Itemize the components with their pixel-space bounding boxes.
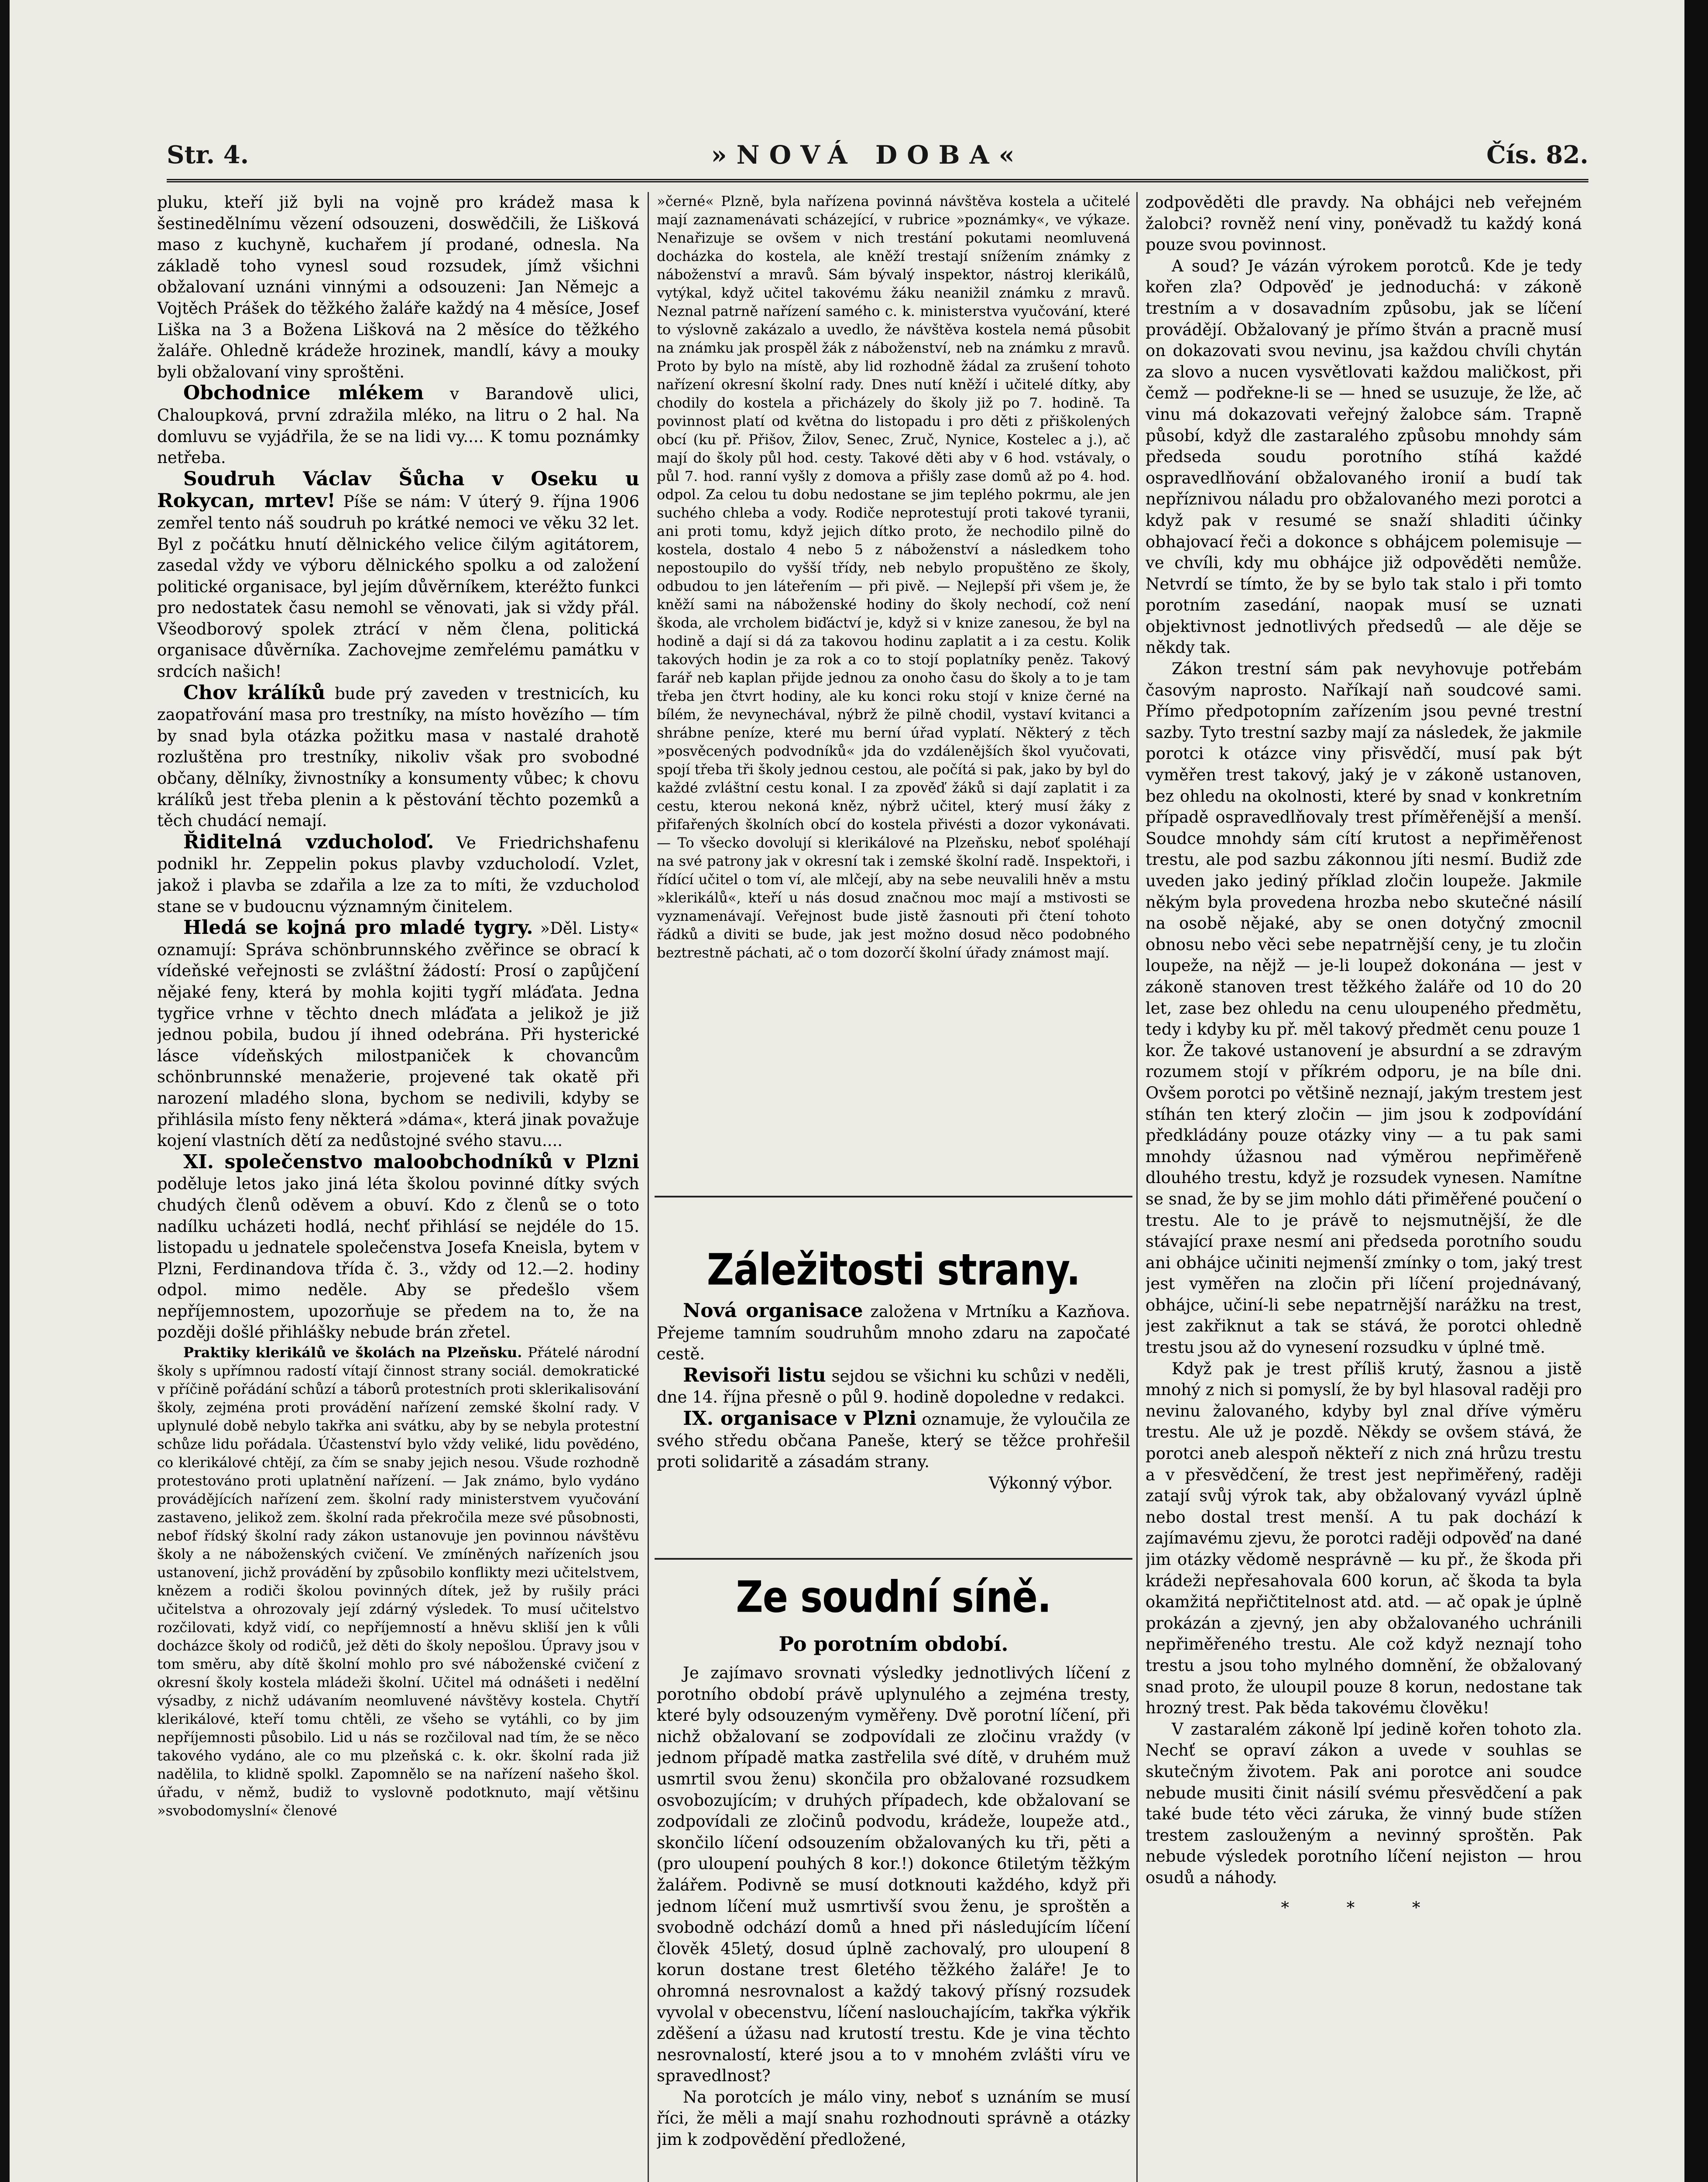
section-divider: [655, 1558, 1132, 1560]
section-divider: [655, 1196, 1132, 1197]
article-paragraph: Na porotcích je málo viny, neboť s uznáním se musí říci, že měli a mají snahu rozhodnouti správně a otázky jim k zodpovědění předložené,: [657, 2087, 1130, 2149]
column-2: [657, 192, 1130, 1183]
news-item: Řiditelná vzducholoď. Ve Friedrichshafenu podnikl hr. Zeppelin pokus plavby vzducholodí. Vzlet, jakož i plavba se zdařila a lze za to míti, že vzducholoď stane se v budoucnu významným činitelem.: [157, 830, 639, 916]
column-rule-1: [648, 192, 649, 2182]
column-rule-2: [1136, 192, 1138, 2182]
column-3: [1146, 192, 1582, 2182]
scan-left-edge: [0, 0, 10, 2182]
article-paragraph: zodpověděti dle pravdy. Na obhájci neb veřejném žalobci? rovněž není viny, poněvadž tu každý koná pouze svou povinnost.: [1146, 193, 1582, 254]
section-title-court: Ze soudní síně.: [736, 1572, 1051, 1623]
issue-number: Čís. 82.: [1486, 141, 1588, 169]
signature: Výkonný výbor.: [988, 1473, 1113, 1492]
article-paragraph: Je zajímavo srovnati výsledky jednotlivých líčení z porotního období právě uplynulého a zejména tresty, které byly odsouzeným vyměřeny. Dvě porotní líčení, při nichž obžalovaní se zodpovídali ze zločinu vraždy (v jednom případě matka zastřelila své dítě, v druhém muž usmrtil svou ženu) skončila pro obžalované rozsudkem osvobozujícím; v druhých případech, kde obžalovaní se zodpovídali ze zločinů podvodu, krádeže, loupeže atd., skončilo líčení odsouzením obžalovaných ku tři, pěti a (pro uloupení pouhých 8 kor.!) dokonce 6tiletým těžkým žalářem. Podivně se musí dotknouti každého, když při jednom líčení muž usmrtivší svou ženu, je sproštěn a svobodně odchází domů a hned při následujícím líčení člověk 45letý, dosud úplně zachovalý, pro uloupení 8 korun dostane trest 6letého těžkého žaláře! Je to ohromná nesrovnalost a každý takový přísný rozsudek vyvolal v obecenstvu, líčení naslouchajícím, takřka výkřik zděšení a úžasu nad krutostí trestu. Kde je vina těchto nesrovnalostí, které jsou a to v mnohém zvlášti víru ve spravedlnost?: [657, 1664, 1130, 2086]
page-number: Str. 4.: [167, 141, 249, 169]
party-notices: [657, 1300, 1130, 1545]
notice-item: IX. organisace v Plzni oznamuje, že vyloučila ze svého středu občana Paneše, který se těžce prohřešil proti solidaritě a zásadám strany.: [657, 1407, 1130, 1472]
scan-right-edge: [1684, 0, 1708, 2182]
news-item: Hledá se kojná pro mladé tygry. »Děl. Listy« oznamují: Správa schönbrunnského zvěřince se obrací k vídeňské veřejnosti se zvláštní žádostí: Prosí o zapůjčení nějaké feny, která by mohla kojiti tygří mláďata. Jedna tygřice vrhne v těchto dnech mláďata a jelikož je již jednou pobila, budou jí ihned odebrána. Při hysterické lásce vídeňských milostpaniček k chovancům schönbrunnské menažerie, projevené tak okatě při narození mladého slona, bychom se nedivili, kdyby se přihlásila místo feny některá »dáma«, která jinak považuje kojení vlastních dětí za nedůstojné svého stavu....: [157, 916, 639, 1150]
section-title-party: Záležitosti strany.: [707, 1245, 1080, 1295]
notice-item: Nová organisace založena v Mrtníku a Kazňova. Přejeme tamním soudruhům mnoho zdaru na započaté cestě.: [657, 1300, 1130, 1364]
news-item: Obchodnice mlékem v Barandově ulici, Chaloupková, první zdražila mléko, na litru o 2 hal. Na domluvu se vyjádřila, že se na lidi vy.... K tomu poznámky netřeba.: [157, 382, 639, 467]
news-item: Chov králíků bude prý zaveden v trestnicích, ku zaopatřování masa pro trestníky, na místo hovězího — tím by snad byla otázka požitku masa v nastalé drahotě rozluštěna pro trestníky, nikoliv však pro svobodné občany, dělníky, živnostníky a konsumenty vůbec; k chovu králíků jest třeba plenin a k pěstování těchto pozemků a těch chudácí nemají.: [157, 681, 639, 830]
court-article: [657, 1663, 1130, 2182]
article-paragraph: Když pak je trest příliš krutý, žasnou a jistě mnohý z nich si pomyslí, že by byl hlasoval raději pro nevinu žalovaného, kdyby byl znal dříve výměru trestu. Ale už je pozdě. Někdy se ovšem stává, že porotci aneb alespoň někteří z nich zná hrůzu trestu a v přesvědčení, že trest jest nepřiměřený, raději zatají svůj výrok tak, aby obžalovaný vyvázl úplně nebo dostal trest menší. A tu pak dochází k zajímavému zjevu, že porotci raději odpověď na dané jim otázky vědomě nesprávně — ku př., že škoda při krádeži nepřesahovala 600 korun, ač škoda ta byla okamžitá nepřičtitelnost atd. atd. — ač opak je úplně prokázán a zjevný, jen aby obžalovaného uchránili nepřiměřeného trestu. Ale což když neznají toho trestu a jsou toho mylného domnění, že obžalovaný snad proto, že uloupil pouze 8 korun, nedostane tak hrozný trest. Pak běda takovému člověku!: [1146, 1359, 1582, 1718]
news-item: XI. společenstvo maloobchodníků v Plzni poděluje letos jako jiná léta školou povinné dítky svých chudých členů oděvem a obuví. Kdo z členů se o toto nadílku ucházeti hodlá, nechť přihlásí se nejdéle do 15. listopadu u jednatele společenstva Josefa Kneisla, bytem v Plzni, Ferdinandova třída č. 3., vždy od 12.—2. hodiny odpol. mimo neděle. Aby se předešlo všem nepříjemnostem, upozorňuje se předem na to, že na později došlé přihlášky nebude brán zřetel.: [157, 1150, 639, 1342]
end-stars: * * *: [1281, 1898, 1447, 1917]
article-paragraph: V zastaralém zákoně lpí jedině kořen tohoto zla. Nechť se opraví zákon a uvede v souhlas se skutečným životem. Pak ani porotce ani soudce nebude musiti činit násilí svému přesvědčení a pak také bude této věci záruka, že vinný bude stížen trestem zaslouženým a nevinný sproštěn. Pak nebude výsledek porotního líčení nejiston — hrou osudů a náhody.: [1146, 1719, 1582, 1887]
news-item: Praktiky klerikálů ve školách na Plzeňsku. Přátelé národní školy s upřímnou radostí vítají činnost strany sociál. demokratické v příčině pořádání schůzí a táborů protestních proti sklerikalisování školy, zejména proti provádění nařízení zemské školní rady. V uplynulé době nebylo takřka ani svátku, aby by se nebyla protestní schůze lidu pořádala. Účastenství bylo vždy veliké, lidu povědéno, co klerikálové chtějí, za čím se snaby jejich nesou. Všude rozhodně protestováno proti uplatnění nařízení. — Jak známo, bylo vydáno provádějících nařízení zem. školní rady ministerstvem vyučování zastaveno, jelikož zem. školní rada překročila meze své působnosti, nebof řídský školní rady zákon ustanovuje jen povinnou návštěvu školy a ne náboženských cvičení. Ve zmíněných nařízeních jsou ustanovení, jichž provádění by způsobilo konflikty mezi učitelstvem, knězem a rodiči školou povinných dítek, jež by rušily práci učitelstva a ohrozovaly její zdárný výsledek. To musí učitelstvo rozčilovati, když vidí, co nepříjemností a hněvu skliší jen k vůli docházce školy od rodičů, jež děti do školy nepošlou. Úpravy jsou v tom směru, aby dítě školní mohlo pro své náboženské cvičení z okresní školy kostela mládeži školní. Učitel má odnášeti i nedělní výsadby, z nichž udávaním neomluvené návštěvy kostela. Chytří klerikálové, kteří tomu chtěli, ze všeho se vytáhli, co by jim nepříjemnosti působilo. Lid u nás se rozčiloval nad tím, že se něco takového vydáno, ale co mu plzeňská c. k. okr. školní rada již nadělila, to klidně spolkl. Zapomnělo se na nařízení našeho škol. úřadu, v němž, budiž to vyslovně podotknuto, mají většinu »svobodomyslní« členové: [157, 1344, 639, 1819]
page-header: [167, 135, 1588, 182]
notice-item: Revisoři listu sejdou se všichni ku schůzi v neděli, dne 14. října přesně o půl 9. hodině dopoledne v redakci.: [657, 1364, 1130, 1407]
article-continuation: »černé« Plzně, byla nařízena povinná návštěva kostela a učitelé mají zaznamenávati scházející, v rubrice »poznámky«, ve výkaze. Nenařizuje se ovšem v nich trestání pokutami neomluvená docházka do kostela, ale kněží trestají snížením známky z náboženství a mravů. Sám bývalý inspektor, nástroj klerikálů, vytýkal, když učitel takovému žáku neanižil známku z mravů. Neznal patrně nařízení samého c. k. ministerstva vyučování, které to výslovně zakázalo a uvedlo, že návštěva kostela nemá působit na známku jak prospěl žák z náboženství, neb na známku z mravů. Proto by bylo na místě, aby lid rozhodně žádal za zrušení tohoto nařízení okresní školní rady. Dnes nutí kněží i učitelé dítky, aby chodily do kostela a přicházely do školy již po 7. hodině. Ta povinnost platí od května do listopadu i pro děti z přiškolených obcí (ku př. Přišov, Žilov, Senec, Zruč, Nynice, Kostelec a j.), ač mají do školy půl hod. cesty. Takové děti aby v 6 hod. vstávaly, o půl 7. hod. ranní vyšly z domova a přišly zase domů až po 4. hod. odpol. Za celou tu dobu nedostane se jim teplého pokrmu, ale jen suchého chleba a vody. Rodiče neprotestují proti takové tyranii, ani proti tomu, když jejich dítko proto, že nechodilo pilně do kostela, dostalo 4 nebo 5 z náboženství a následkem toho nepostoupilo do vyšší třídy, neb nebylo propuštěno ze školy, odbudou to jen láteřením — při pivě. — Nejlepší při všem je, že kněží sami na náboženské hodiny do školy nechodí, což není škoda, ale vrcholem biďáctví je, když si v knize zanesou, že byl na hodině a dají si dá za takovou hodinu zaplatit a i za cestu. Kolik takových hodin je za rok a co to stojí poplatníky peněz. Takový farář neb kaplan přijde jednou za onoho času do školy a to je tam třeba jen čtvrt hodiny, ale ku konci roku stojí v knize černé na bílém, že nevynechával, nýbrž že pilně chodil, vystaví kvitanci a shrábne peníze, které mu berní úřad vyplatí. Některý z těch »posvěcených podvodníků« jda do vzdálenějších škol vyučovati, spojí třeba tři školy jednou cestou, ale počítá si pak, jako by byl do každé zvláštní cestu konal. I za zpověď žáků si dají zaplatit i za cestu, kterou nekoná kněz, nýbrž učitel, který musí žáky z přifařených školních obcí do kostela přivésti a dozor vykonávati. — To všecko dovolují si klerikálové na Plzeňsku, neboť spoléhají na své patrony jak v okresní tak i zemské školní radě. Inspektoři, i řídící učitel o tom ví, ale mlčejí, aby na sebe neuvalili hněv a mstu »klerikálů«, kteří u nás dosud značnou moc mají a mstivosti se vyznamenávají. Veřejnost bude jistě žasnouti při čtení tohoto řádků a diviti se bude, jak jest možno dosud něco podobného beztrestně páchati, ač o tom dozorčí školní úřady známost mají.: [657, 193, 1130, 961]
news-item: Soudruh Václav Šůcha v Oseku u Rokycan, mrtev! Píše se nám: V úterý 9. října 1906 zemřel tento náš soudruh po krátké nemoci ve věku 32 let. Byl z počátku hnutí dělnického velice čilým agitátorem, zasedal vždy ve výboru dělnického spolku a od založení politické organisace, byl jejím důvěrníkem, kteréžto funkci pro nedostatek času nemohl se věnovati, jak si vždy přál. Všeodborový spolek ztrácí v něm člena, politická organisace důvěrníka. Zachovejme zemřelému památku v srdcích našich!: [157, 467, 639, 681]
article-paragraph: Zákon trestní sám pak nevyhovuje potřebám časovým naprosto. Naříkají naň soudcové sami. Přímo předpotopním zařízením jsou pevné trestní sazby. Tyto trestní sazby mají za následek, že jakmile porotci k otázce viny přisvědčí, musí pak být vyměřen trest takový, jaký je v zákoně ustanoven, bez ohledu na okolnosti, které by snad v konkretním případě ospravedlňovaly trest příměřenější a menší. Soudce mnohdy sám cítí krutost a nepřiměřenost trestu, ale pod sazbu zákonnou jíti nesmí. Budiž zde uveden jako jediný příklad zločin loupeže. Jakmile někým byla provedena hrozba nebo skutečné násilí na osobě nějaké, aby se onen dotyčný zmocnil obnosu nebo věci sebe nepatrnější ceny, je tu zločin loupeže, na nějž — je-li loupež dokonána — jest v zákoně stanoven trest těžkého žaláře od 10 do 20 let, zase bez ohledu na cenu uloupeného předmětu, tedy i kdyby ku př. měl takový předmět cenu pouze 1 kor. Že takové ustanovení je absurdní a se zdravým rozumem stojí v příkrém odporu, je na bíle dni. Ovšem porotci po většině neznají, jakým trestem jest stíhán ten který zločin — jim jsou k zodpovídání předkládány pouze otázky viny — a tu pak sami mnohdy úžasnou nad výměrou nepřiměřeně dlouhého trestu, když je rozsudek vynesen. Namítne se snad, že by se jim mohlo dáti přiměřené poučení o trestu. Ale to je právě to nejsmutnější, že dle stávající praxe nesmí ani předseda porotního soudu ani obhájce učiniti nejmenší zmínky o tom, jaký trest jest vyměřen na zločin při líčení projednávaný, obhájce, učiní-li sebe nepatrnější narážku na trest, jest zakřiknut a tak se stává, že porotci ohledně trestu jsou až do vynesení rozsudku v úplné tmě.: [1146, 659, 1582, 1357]
column-1: [157, 192, 639, 2182]
article-paragraph: A soud? Je vázán výrokem porotců. Kde je tedy kořen zla? Odpověď je jednoduchá: v zákoně trestním a v dosavadním způsobu, jak se líčení provádějí. Obžalovaný je přímo štván a pracně musí on dokazovati svou nevinu, jsa každou chvíli chytán za slovo a nucen vysvětlovati každou maličkost, při čemž — podřekne-li se — hned se usuzuje, že lže, ač vinu má dokazovati veřejný žalobce sám. Trapně působí, když dle zastaralého způsobu mnohdy sám předseda soudu porotního stíhá každé ospravedlňování obžalovaného ironií a budí tak nepříznivou náladu pro obžalovaného mezi porotci a když pak v resumé se snaží shladiti účinky obhajovací řeči a dokonce s obhájcem polemisuje — ve chvíli, kdy mu obhájce již odpověděti nemůže. Netvrdí se tímto, že by se bylo tak stalo i při tomto porotním zasedání, naopak musí se uznati objektivnost jednotlivých předsedů — ale děje se někdy tak.: [1146, 256, 1582, 657]
masthead-title: »NOVÁ DOBA«: [711, 140, 1024, 170]
article-paragraph: pluku, kteří již byli na vojně pro krádež masa k šestinedělnímu vězení odsouzeni, doswědčili, že Lišková maso z kuchyně, kuchařem jí prodané, odnesla. Na základě toho vynesl soud rozsudek, jímž všichni obžalovaní uznáni vinnými a odsouzeni: Jan Němejc a Vojtěch Prášek do těžkého žaláře každý na 4 měsíce, Josef Liška na 3 a Božena Lišková na 2 měsíce do těžkého žaláře. Ohledně krádeže hrozinek, mandlí, kávy a mouky byli obžalovaní viny sproštěni.: [157, 193, 639, 381]
section-subtitle: Po porotním období.: [779, 1632, 1008, 1656]
